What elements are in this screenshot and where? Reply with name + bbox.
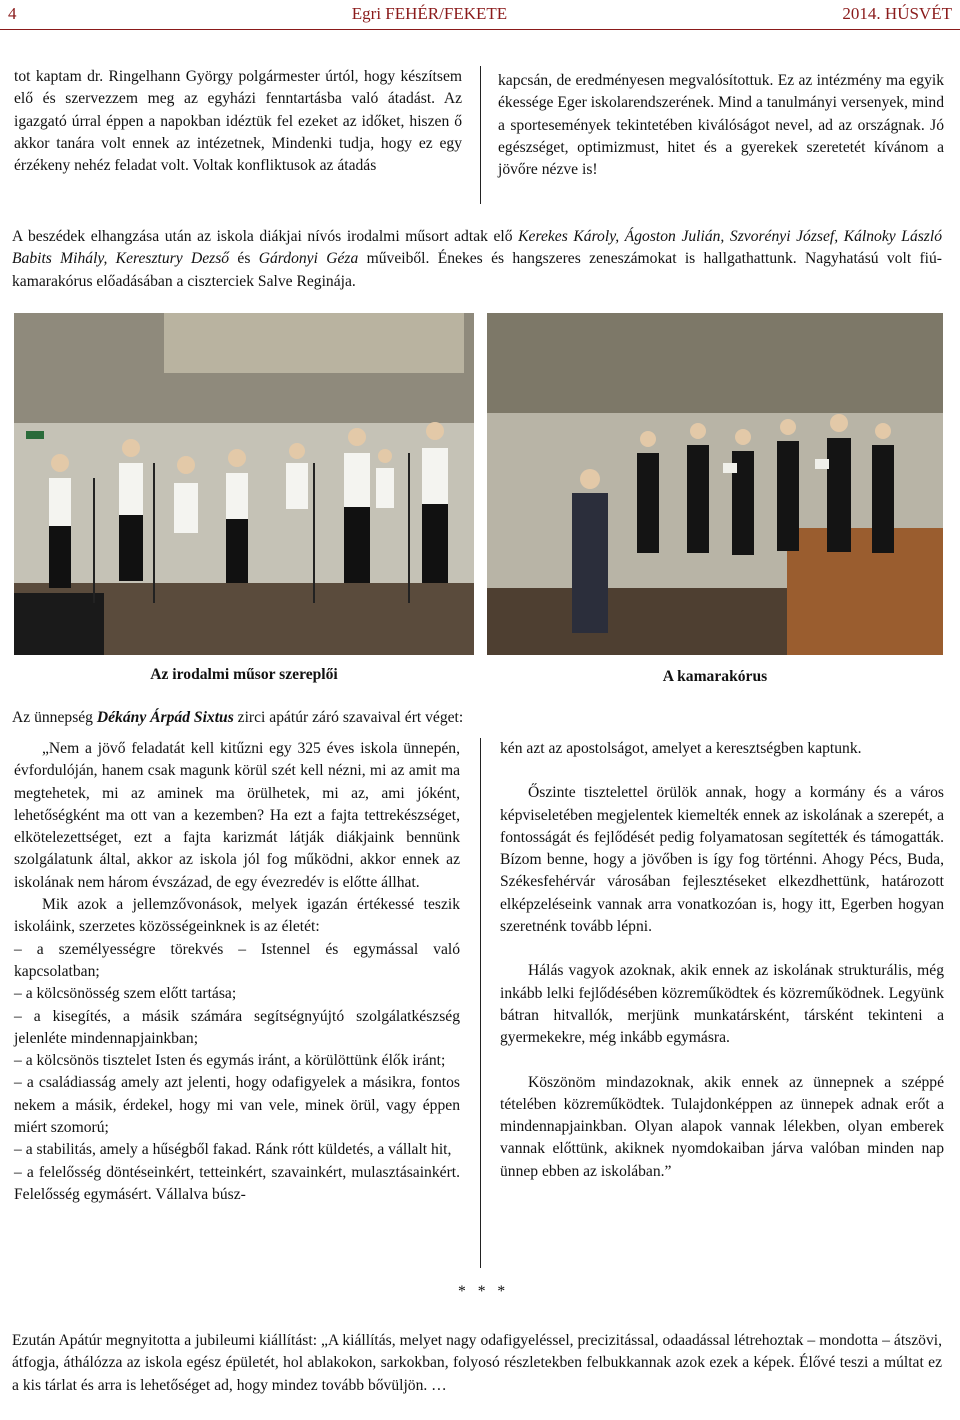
top-left-column: [14, 66, 462, 177]
header-rule: [0, 29, 960, 30]
issue-date: 2014. HÚSVÉT: [842, 4, 952, 23]
photo-caption-right: A kamarakórus: [662, 668, 768, 685]
program-intro: A beszédek elhangzása után az iskola diákjai nívós irodalmi műsort adtak elő: [12, 228, 519, 245]
speech-left-p2: Mik azok a jellemzővonások, melyek igazán értékessé teszik iskoláink, szerzetes közösségeinknek is az életét:: [14, 896, 460, 936]
program-author-last: Gárdonyi Géza: [258, 250, 359, 268]
speech-left-column: [14, 738, 460, 1206]
program-outro: műveiből. Énekes és hangszeres zeneszámokat is hallgathattunk. Nagyhatású volt fiú-kamarakórus előadásában a ciszterciek Salve Reginája.: [12, 250, 942, 290]
program-and: és: [229, 250, 259, 268]
top-right-text: kapcsán, de eredményesen megvalósítottuk. Ez az intézmény ma egyik ékessége Eger iskolarendszerének. Mind a tanulmányi versenyek, mind a sportesemények tekintetében kiválóságot nevel, ad az országnak. Jó egészséget, optimizmust, hitet és a gyerekek szeretetét kívánom a jövőre nézve is!: [498, 72, 944, 179]
speech-right-p1: kén azt az apostolságot, amelyet a keresztségben kaptunk.: [500, 740, 862, 757]
speech-right-column: [500, 738, 944, 1183]
photo-chamber-choir: [487, 313, 943, 655]
final-paragraph: [12, 1330, 942, 1397]
choir-stage-image: [487, 313, 943, 655]
closing-intro-before: Az ünnepség: [12, 709, 97, 726]
closing-intro-after: zirci apátúr záró szavaival ért véget:: [233, 709, 464, 726]
final-text: Ezután Apátúr megnyitotta a jubileumi kiállítást: „A kiállítás, melyet nagy odafigyeléssel, precizitással, odaadással létrehoztak – mondotta – átszövi, átfogja, áthálózza az iskola egész épületét, hol ablakokon, sarkokban, folyosó részletekben felbukkannak azok ezek a képek. Élővé teszi a múltat ez a kis tárlat és arra is lehetőséget ad, hogy mindez tovább bővüljön. …: [12, 1332, 942, 1394]
abbot-name: Dékány Árpád Sixtus: [96, 709, 234, 726]
speech-list-item: – a kisegítés, a másik számára segítségnyújtó szolgálatkészség jelenléte mindennapjainkban;: [14, 1007, 460, 1047]
speech-list-item: – a stabilitás, amely a hűségből fakad. Ránk rótt küldetés, a vállalt hit,: [14, 1141, 452, 1159]
top-right-column: [498, 70, 944, 181]
speech-left-p1: „Nem a jövő feladatát kell kitűzni egy 325 éves iskola ünnepén, évfordulóján, hanem csak magunk körül szét kell nézni, mi az amit ma megtehetek, mi az aminek ma örülhetek, mi az, ami jóként, lehetőségként ma ott van a kezemben? Ha ezt a fajta tettrekészséget, elkötelezettséget, ezt a fajta karizmát látják diákjaink bennünk szolgálatunk által, akkor az iskola jól fog működni, akkor ennek az iskolának nem három évszázad, de egy évezredév is előtte állhat.: [14, 740, 460, 891]
publication-title: Egri FEHÉR/FEKETE: [351, 4, 508, 23]
page-header: [0, 0, 960, 28]
literary-stage-image: [14, 313, 474, 655]
program-paragraph: [12, 226, 942, 293]
program-authors: Kerekes Károly, Ágoston Julián, Szvorényi József, Kálnoky László Babits Mihály, Keresztury Dezső: [12, 228, 943, 268]
speech-list-item: – a kölcsönösség szem előtt tartása;: [14, 985, 237, 1003]
photo-literary-program: [14, 313, 474, 655]
speech-right-p4: Köszönöm mindazoknak, akik ennek az ünnepnek a széppé tételében közreműködtek. Tulajdonképpen az ünnepek adnak erőt a mindennapjainkban. Olyan alapok vannak lélekben, olyan emberek vannak előttünk, akiknek nyomdokaiban járva valóban minden nap ünnep ebben az iskolában.”: [500, 1073, 944, 1180]
section-separator: * * *: [458, 1283, 510, 1300]
column-divider-top: [480, 66, 481, 204]
speech-list-item: – a felelősség döntéseinkért, tetteinkért, szavainkért, mulasztásainkért. Felelősség egymásért. Vállalva búsz-: [14, 1163, 460, 1203]
speech-list-item: – a kölcsönös tisztelet Isten és egymás iránt, a körülöttünk élők iránt;: [14, 1052, 446, 1070]
speech-right-p2: Őszinte tisztelettel örülök annak, hogy a kormány és a város képviseletében megjelentek kiemelték ennek az iskolának a szerepét, a fontosságát és fejlődését pedig folyamatosan segítették és támogatták. Bízom benne, hogy a jövőben is így fog történni. Ahogy Pécs, Buda, Székesfehérvár városában fejlesztéseket elkezdhettünk, határozott elképzeléseink vannak arra vonatkozóan is, hogy itt, Egerben hogyan szeretnénk tovább lépni.: [500, 784, 944, 936]
photo-caption-left: Az irodalmi műsor szereplői: [150, 666, 338, 683]
top-left-text: tot kaptam dr. Ringelhann György polgármester úrtól, hogy készítsem elő és szervezzem meg az egyházi fenntartásba való átadást. Az igazgató úrral éppen a napokban idéztük fel ezeket az időket, hiszen ő akkor tanára volt ennek az intézetnek, Mindenki tudja, hogy ez egy érzékeny nehéz feladat volt. Voltak konfliktusok az átadás: [14, 68, 462, 175]
column-divider-bottom: [480, 738, 481, 1268]
speech-right-p3: Hálás vagyok azoknak, akik ennek az iskolának strukturális, még inkább lelki fejlődésében közreműködtek és közreműködnek. Legyünk bátran hitvallók, merjünk munkatársként, társként tekinteni a gyermekekre, még inkább egymásra.: [500, 962, 944, 1047]
closing-intro: [12, 707, 942, 729]
speech-list-item: – a személyességre törekvés – Istennel és egymással való kapcsolatban;: [14, 940, 460, 980]
page-number: 4: [8, 4, 17, 23]
speech-list-item: – a családiasság amely azt jelenti, hogy odafigyelek a másikra, fontos nekem a másik, érdekel, hogy mi van vele, minek örül, vagy éppen miért szomorú;: [14, 1074, 460, 1137]
